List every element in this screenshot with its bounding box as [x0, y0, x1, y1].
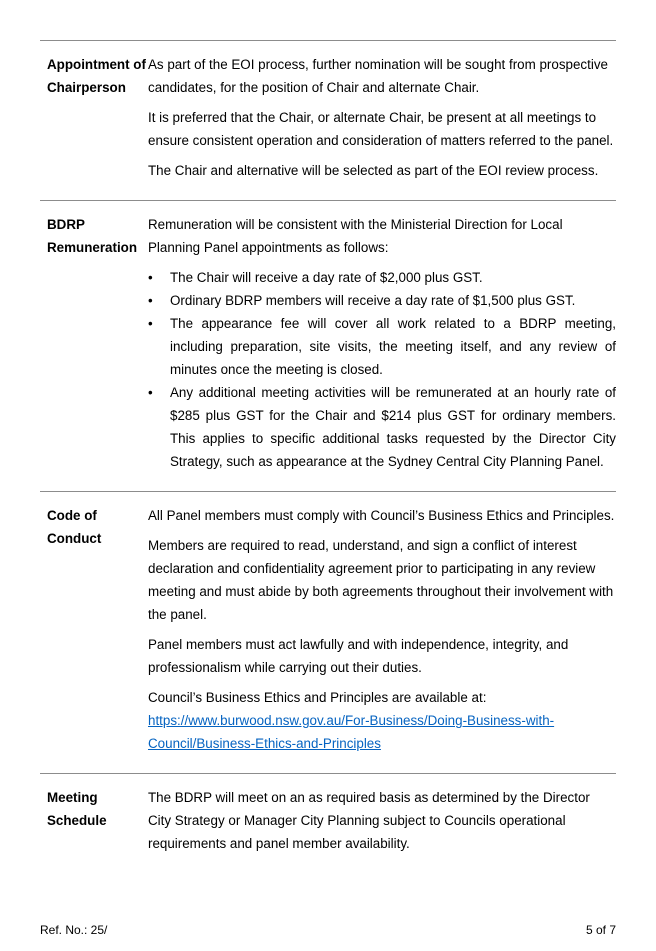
page-number: 5 of 7 — [585, 923, 616, 937]
section-content — [148, 504, 616, 755]
paragraph — [148, 686, 616, 755]
document-page — [40, 40, 616, 873]
paragraph: Remuneration will be consistent with the Ministerial Direction for Local Planning Panel appointments as follows: — [148, 217, 563, 255]
bullet-list — [148, 266, 616, 473]
paragraph: All Panel members must comply with Council’s Business Ethics and Principles. — [148, 508, 615, 523]
section-meeting-schedule — [40, 773, 616, 873]
paragraph: It is preferred that the Chair, or alternate Chair, be present at all meetings to ensure consistent operation and consideration of matters referred to the panel. — [148, 110, 614, 148]
footer-ref: Ref. No.: 25/ — [40, 923, 108, 937]
bullet-icon: • — [148, 385, 153, 400]
section-content — [148, 786, 616, 855]
section-content — [148, 53, 616, 182]
paragraph: The BDRP will meet on an as required basis as determined by the Director City Strategy or Manager City Planning subject to Councils operational requirements and panel member availability. — [148, 790, 590, 851]
section-label: Appointment of Chairperson — [47, 57, 146, 95]
bullet-item — [148, 266, 616, 289]
bullet-text: The appearance fee will cover all work related to a BDRP meeting, including preparation, site visits, the meeting itself, and any review of minutes once the meeting is closed. — [170, 316, 616, 377]
section-bdrp-remuneration — [40, 200, 616, 491]
page-footer — [40, 923, 616, 937]
paragraph: The Chair and alternative will be selected as part of the EOI review process. — [148, 163, 599, 178]
section-label: Code of Conduct — [47, 508, 102, 546]
bullet-icon: • — [148, 270, 153, 285]
bullet-text: The Chair will receive a day rate of $2,000 plus GST. — [170, 270, 483, 285]
section-label: Meeting Schedule — [47, 790, 107, 828]
section-label: BDRP Remuneration — [47, 217, 138, 255]
paragraph: As part of the EOI process, further nomination will be sought from prospective candidates, for the position of Chair and alternate Chair. — [148, 57, 608, 95]
paragraph: Panel members must act lawfully and with independence, integrity, and professionalism while carrying out their duties. — [148, 637, 569, 675]
business-ethics-link[interactable]: https://www.burwood.nsw.gov.au/For-Business/Doing-Business-with-Council/Business-Ethics-and-Principles — [148, 713, 555, 751]
bullet-item — [148, 381, 616, 473]
section-code-of-conduct — [40, 491, 616, 773]
paragraph-text: Council’s Business Ethics and Principles are available at: — [148, 690, 487, 705]
bullet-text: Any additional meeting activities will be remunerated at an hourly rate of $285 plus GST for the Chair and $214 plus GST for ordinary members. This applies to specific additional tasks requested by the Director City Strategy, such as appearance at the Sydney Central City Planning Panel. — [170, 385, 616, 469]
bullet-icon: • — [148, 316, 153, 331]
bullet-item — [148, 289, 616, 312]
paragraph: Members are required to read, understand, and sign a conflict of interest declaration and confidentiality agreement prior to participating in any review meeting and must abide by both agreements throughout their involvement with the panel. — [148, 538, 614, 622]
bullet-icon: • — [148, 293, 153, 308]
section-appointment-of-chairperson — [40, 40, 616, 200]
section-content — [148, 213, 616, 473]
bullet-text: Ordinary BDRP members will receive a day rate of $1,500 plus GST. — [170, 293, 576, 308]
bullet-item — [148, 312, 616, 381]
